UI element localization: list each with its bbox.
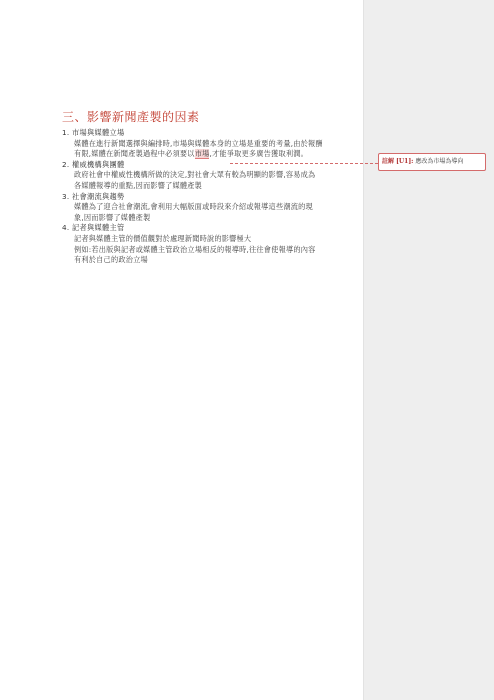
- section-heading: 三、影響新聞產製的因素: [62, 110, 200, 124]
- body-line: 記者與媒體主管的價值觀對於處理新聞時說的影響極大: [74, 233, 252, 243]
- item-title: 3. 社會潮流與趨勢: [62, 191, 125, 201]
- body-line: 象,因而影響了媒體產製: [74, 212, 151, 222]
- item-body: [62, 202, 352, 223]
- list-item: [62, 128, 352, 160]
- body-line: 有限,媒體在新聞產製過程中必須要以市場,才能爭取更多廣告獲取利潤。: [74, 149, 308, 159]
- list-item: [62, 223, 352, 265]
- body-line: 有利於自己的政治立場: [74, 255, 148, 265]
- item-body: [62, 170, 352, 191]
- comment-connector: [230, 163, 378, 164]
- comment-label: 註解 [U1]:: [382, 158, 414, 165]
- comment-balloon[interactable]: [378, 153, 486, 171]
- body-line: 媒體為了迎合社會潮流,會利用大幅版面或時段來介紹或報導這些潮流的現: [74, 202, 313, 212]
- body-line: 政府社會中權威性機構所做的決定,對社會大眾有較為明顯的影響,容易成為: [74, 170, 316, 180]
- list-item: [62, 160, 352, 192]
- body-line: 例如:若出版與記者或媒體主管政治立場相反的報導時,往往會使報導的內容: [74, 244, 316, 254]
- item-body: [62, 234, 352, 266]
- comment-highlight[interactable]: 市場: [194, 149, 210, 159]
- section-content: [62, 128, 352, 266]
- comment-text: 應改為市場為導向: [415, 158, 464, 165]
- body-line: 媒體在進行新聞選擇與編排時,市場與媒體本身的立場是重要的考量,由於報酬: [74, 138, 323, 148]
- comment-pane: [363, 0, 494, 700]
- item-body: [62, 139, 352, 160]
- item-title: 1. 市場與媒體立場: [62, 128, 125, 137]
- item-title: 2. 權威機構與團體: [62, 159, 125, 169]
- item-title: 4. 記者與媒體主管: [62, 223, 125, 233]
- body-line: 各媒體報導的重點,因而影響了媒體產製: [74, 180, 203, 190]
- list-item: [62, 192, 352, 224]
